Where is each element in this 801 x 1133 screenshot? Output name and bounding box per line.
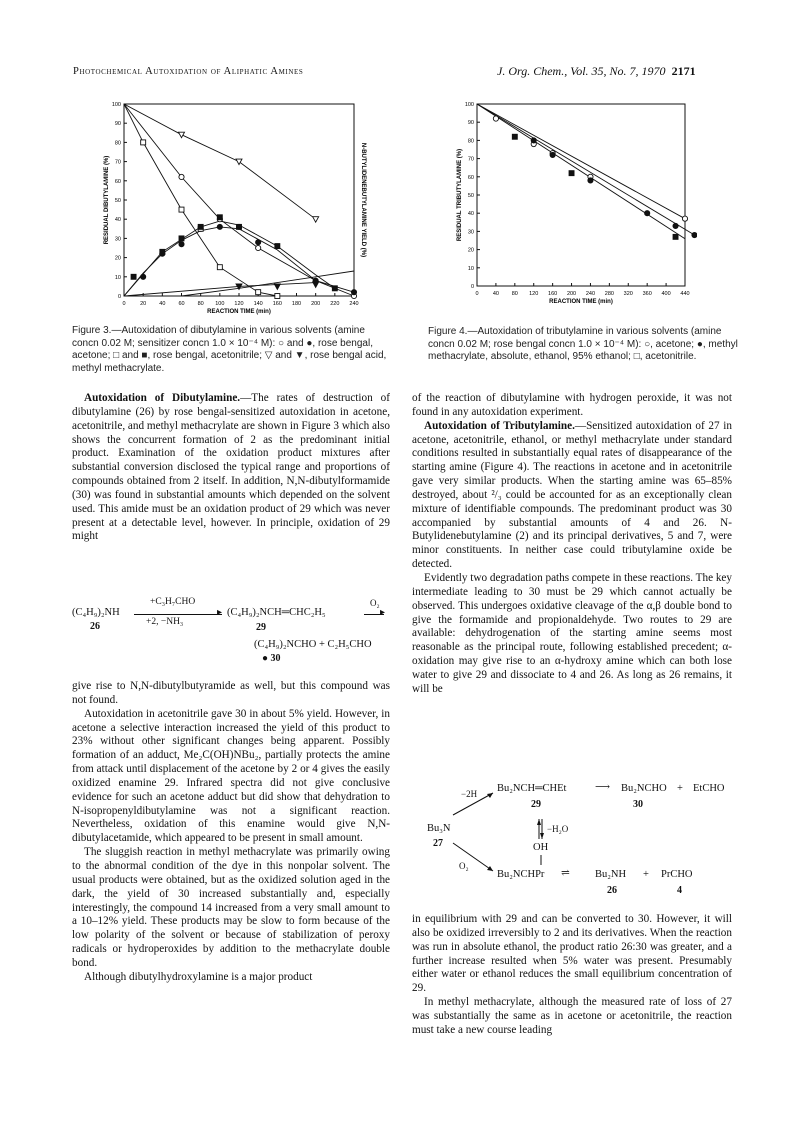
- reaction-equation: [72, 595, 390, 665]
- x-tick-label: 240: [585, 291, 596, 297]
- scheme-minus-2h: −2H: [461, 789, 478, 799]
- data-point: [682, 216, 687, 221]
- x-tick-label: 160: [548, 291, 558, 297]
- data-point: [160, 249, 165, 254]
- x-tick-label: 200: [566, 291, 577, 297]
- page-number: 2171: [671, 64, 696, 78]
- x-tick-label: 320: [623, 291, 633, 297]
- fit-curve: [124, 221, 335, 296]
- y-tick-label: 60: [467, 174, 474, 181]
- scheme-arrow: ⟶: [595, 782, 611, 793]
- x-tick-label: 40: [159, 301, 166, 307]
- scheme-bu2nh: Bu₂NH: [595, 869, 627, 880]
- scheme-oh: OH: [533, 842, 549, 853]
- y-axis-label: RESIDUAL DIBUTYLAMINE (%): [104, 155, 110, 245]
- fit-curve: [124, 104, 316, 219]
- eq-label-30: ● 30: [262, 653, 281, 664]
- right-column-top: [412, 392, 732, 697]
- x-tick-label: 40: [492, 291, 499, 297]
- y-tick-label: 100: [464, 102, 474, 108]
- data-point: [236, 159, 242, 165]
- data-point: [217, 265, 222, 270]
- x-tick-label: 0: [475, 291, 479, 297]
- y-tick-label: 50: [467, 193, 474, 199]
- eq-arrow: [134, 614, 222, 615]
- fit-curve: [477, 104, 685, 239]
- data-point: [274, 284, 280, 290]
- fit-curve: [124, 104, 354, 296]
- eq-o2: O₂: [370, 598, 380, 608]
- y-tick-label: 20: [114, 255, 121, 262]
- eq-product-2: (C₄H₉)₂NCHO + C₂H₅CHO: [254, 639, 372, 650]
- data-point: [179, 132, 185, 138]
- eq-label-29: 29: [256, 622, 266, 633]
- scheme-enamine: Bu₂NCH═CHEt: [497, 783, 567, 794]
- scheme-label-26: 26: [607, 885, 617, 896]
- data-point: [179, 207, 184, 212]
- scheme-label-29: 29: [531, 799, 541, 810]
- eq-label-26: 26: [90, 621, 100, 632]
- data-point: [217, 215, 222, 220]
- x-tick-label: 140: [253, 301, 263, 307]
- x-axis-label: REACTION TIME (min): [549, 299, 613, 305]
- y-tick-label: 40: [114, 217, 121, 224]
- paragraph-methacrylate-tributyl: In methyl methacrylate, although the measured rate of loss of 27 was substantially the same as in acetone or acetonitrile, the reaction must take a new course leading: [412, 996, 732, 1036]
- y-tick-label: 50: [114, 198, 121, 204]
- data-point: [332, 286, 337, 291]
- scheme-prcho: PrCHO: [661, 869, 693, 880]
- paragraph-degradation: Evidently two degradation paths compete in these reactions. The key intermediate leading to 30 must be 29 which cannot actually be observed. This undergoes oxidative cleavage of the α,β double bond to give the formamide and propionaldehyde. Two routes to 29 are available: dehydrogenation of the starting amine seems most reasonable as the principal route, following established precedent; α-oxidation may give rise to an α-hydroxy amine which can both lose water to give 29 and dissociate to 4 and 26. As long as 26 remains, it will be: [412, 571, 732, 695]
- data-point: [550, 152, 555, 157]
- journal-citation: J. Org. Chem., Vol. 35, No. 7, 1970: [497, 64, 666, 78]
- data-point: [131, 274, 136, 279]
- paragraph-hydroxylamine: Although dibutylhydroxylamine is a major product: [84, 970, 313, 983]
- x-tick-label: 120: [234, 301, 244, 307]
- paragraph-text: —Sensitized autoxidation of 27 in acetone, acetonitrile, ethanol, or methyl methacrylate under standard conditions resulted in substantially equal rates of disappearance of the starting amine (Figure 4). The reactions in acetone and in acetonitrile gave very similar products. When the starting amine was 65–85% destroyed, about ²/₃ could be accounted for as an exceptionally clean mixture of identifiable compounds. The predominant product was 30 accompanied by substantial amounts of 4 and 26. N-Butylidenebutylamine (2) and its principal derivatives, 5 and 7, were minor constituents. In neither case could tributylamine oxide be detected.: [412, 419, 732, 571]
- eq-arrow-top: +C₃H₇CHO: [150, 597, 196, 607]
- running-header-journal: [497, 64, 696, 79]
- section-heading-dibutylamine: Autoxidation of Dibutylamine.: [84, 392, 241, 404]
- y-tick-label: 30: [114, 236, 121, 243]
- x-tick-label: 220: [330, 301, 340, 307]
- figure-4-chart: [437, 96, 697, 321]
- paragraph-text: in equilibrium with 29 and can be converted to 30. However, it will also be oxidized irreversibly to 2 and its derivatives. When the reaction was run in absolute ethanol, the product ratio 26:30 was greater, and a further increase resulted when 5% water was present. Presumably either water or ethanol reduces the small equilibrium concentration of 29.: [412, 913, 732, 995]
- figure-3-caption: Figure 3.—Autoxidation of dibutylamine in various solvents (amine concn 0.02 M; sensitizer concn 1.0 × 10⁻⁴ M): ○ and ●, rose bengal, acetone; □ and ■, rose bengal, acetonitrile; ▽ and ▼, rose bengal acid, methyl methacrylate.: [72, 325, 387, 374]
- data-point: [313, 282, 319, 288]
- paragraph-tributylamine: [412, 420, 732, 572]
- data-point: [645, 211, 650, 216]
- paragraph-text: of the reaction of dibutylamine with hydrogen peroxide, it was not found in any autoxidation experiment.: [412, 392, 732, 418]
- x-tick-label: 180: [291, 301, 302, 307]
- scheme-minus-h2o: −H₂O: [547, 824, 569, 834]
- x-tick-label: 360: [642, 291, 652, 297]
- running-header-title: Photochemical Autoxidation of Aliphatic Amines: [73, 66, 304, 77]
- x-tick-label: 240: [349, 301, 359, 307]
- right-column-bottom: [412, 913, 732, 1038]
- paragraph-methacrylate: The sluggish reaction in methyl methacrylate was primarily owing to the abnormal condition of the dye in this nonpolar solvent. The usual products were obtained, but as the oxidized solution aged in the dark, the yield of 30 increased substantially and, especially interestingly, the compound 14 increased from a very small amount to a 10–12% yield. These products may be slow to form because of the low polarity of the solvent or because of stabilization of peroxy radicals or hydroperoxides by addition to the methacrylate double bond.: [72, 846, 390, 969]
- figure-3-chart: [90, 96, 370, 331]
- data-point: [275, 244, 280, 249]
- x-tick-label: 60: [178, 301, 185, 307]
- data-point: [141, 140, 146, 145]
- data-point: [179, 236, 184, 241]
- paragraph-acetonitrile: Autoxidation in acetonitrile gave 30 in about 5% yield. However, in acetone a selective interaction increased the yield of this product to 23% without other significant changes being apparent. Possibly formation of an adduct, Me₂C(OH)NBu₂, partially protects the amine from attack until displacement of the acetone by 2 or 4 gives the easily oxidized enamine 29. Infrared spectra did not give conclusive evidence for such an acetone adduct but did show that dehydration to N-isopropenyldibutylamine was not a significant reaction. Nevertheless, oxidation of this enamine would give N,N-dibutylacetamide, which appeared to be present in small amount.: [72, 707, 390, 845]
- y-tick-label: 80: [114, 140, 121, 147]
- y-axis-label: RESIDUAL TRIBUTYLAMINE (%): [457, 148, 463, 242]
- scheme-formamide: Bu₂NCHO: [621, 783, 667, 794]
- paragraph-dibutylamine: [72, 392, 390, 544]
- eq-arrow-bottom: +2, −NH₃: [146, 617, 184, 627]
- y-tick-label: 80: [467, 138, 474, 145]
- data-point: [141, 274, 146, 279]
- scheme-etcho: EtCHO: [693, 783, 725, 794]
- scheme-hydroxyamine: Bu₂NCHPr: [497, 869, 545, 880]
- data-point: [531, 138, 536, 143]
- x-tick-label: 80: [511, 291, 518, 297]
- y-tick-label: 30: [467, 229, 474, 236]
- x-tick-label: 80: [197, 301, 204, 307]
- data-point: [179, 174, 184, 179]
- plot-frame: [124, 104, 354, 296]
- y-tick-label: 10: [114, 274, 121, 281]
- data-point: [569, 171, 574, 176]
- reaction-scheme: [415, 775, 735, 895]
- data-point: [256, 245, 261, 250]
- plot-frame: [477, 104, 685, 286]
- y-tick-label: 10: [467, 265, 474, 272]
- y-tick-label: 90: [114, 121, 121, 128]
- fit-curve: [477, 104, 685, 219]
- x-tick-label: 100: [215, 301, 225, 307]
- y-tick-label: 0: [470, 284, 474, 290]
- eq-arrow-head-2: ▸: [380, 607, 386, 618]
- fit-curve: [477, 104, 695, 235]
- paragraph-text: —The rates of destruction of dibutylamine (26) by rose bengal-sensitized autoxidation in acetone, acetonitrile, and methyl methacrylate are shown in Figure 3 which also shows the concurrent formation of 2 as the predominant initial product. Examination of the oxidation product mixtures after substantial conversion disclosed the typical range and proportions of compounds obtained from 2 itself. In addition, N,N-dibutylformamide (30) was found in substantial amounts which depended on the solvent used. This amide must be an oxidation product of 29 which was never present at a detectable level, however. In principle, oxidation of 29 might: [72, 392, 390, 543]
- paragraph-text: give rise to N,N-dibutylbutyramide as well, but this compound was not found.: [72, 680, 390, 706]
- eq-product: (C₄H₉)₂NCH═CHC₂H₅: [227, 607, 326, 618]
- y-tick-label: 90: [467, 120, 474, 127]
- data-point: [673, 234, 678, 239]
- eq-arrow-head: ▸: [217, 607, 223, 618]
- scheme-label-4: 4: [677, 885, 682, 896]
- left-column-top: [72, 392, 390, 544]
- data-point: [237, 224, 242, 229]
- scheme-o2: O₂: [459, 861, 469, 871]
- scheme-bu3n: Bu₃N: [427, 823, 451, 834]
- data-point: [588, 178, 593, 183]
- y-tick-label: 100: [111, 102, 121, 108]
- y-tick-label: 60: [114, 178, 121, 185]
- data-point: [512, 134, 517, 139]
- y-tick-label: 70: [467, 156, 474, 163]
- scheme-label-27: 27: [433, 838, 443, 849]
- scheme-equilibrium: ⇌: [561, 868, 570, 879]
- y-tick-label: 20: [467, 247, 474, 254]
- x-axis-label: REACTION TIME (min): [207, 309, 271, 315]
- eq-reactant: (C₄H₉)₂NH: [72, 607, 120, 618]
- data-point: [217, 224, 222, 229]
- scheme-plus-1: +: [677, 783, 683, 794]
- y-tick-label: 40: [467, 211, 474, 218]
- x-tick-label: 0: [122, 301, 126, 307]
- figure-4-caption: Figure 4.—Autoxidation of tributylamine in various solvents (amine concn 0.02 M; rose bengal concn 1.0 × 10⁻⁴ M): ○, acetone; ●, methyl methacrylate, absolute, ethanol, 95% ethanol; □, acetonitrile.: [428, 326, 738, 363]
- scheme-plus-2: +: [643, 869, 649, 880]
- section-heading-tributylamine: Autoxidation of Tributylamine.: [424, 419, 575, 432]
- data-point: [692, 232, 697, 237]
- data-point: [275, 294, 280, 299]
- x-tick-label: 120: [529, 291, 539, 297]
- eq-label-30-text: 30: [270, 653, 281, 664]
- y-tick-label: 0: [117, 294, 121, 300]
- x-tick-label: 440: [680, 291, 690, 297]
- y-axis-label-right: N-BUTYLIDENEBUTYLAMINE YIELD (%): [360, 142, 366, 258]
- x-tick-label: 20: [140, 301, 147, 307]
- data-point: [256, 240, 261, 245]
- x-tick-label: 160: [272, 301, 282, 307]
- data-point: [493, 116, 498, 121]
- x-tick-label: 280: [604, 291, 614, 297]
- scheme-label-30: 30: [633, 799, 643, 810]
- y-tick-label: 70: [114, 159, 121, 166]
- data-point: [179, 242, 184, 247]
- data-point: [198, 224, 203, 229]
- data-point: [313, 217, 319, 223]
- x-tick-label: 400: [661, 291, 671, 297]
- x-tick-label: 200: [311, 301, 321, 307]
- data-point: [256, 290, 261, 295]
- data-point: [351, 290, 356, 295]
- left-column-bottom: [72, 680, 390, 985]
- data-point: [673, 223, 678, 228]
